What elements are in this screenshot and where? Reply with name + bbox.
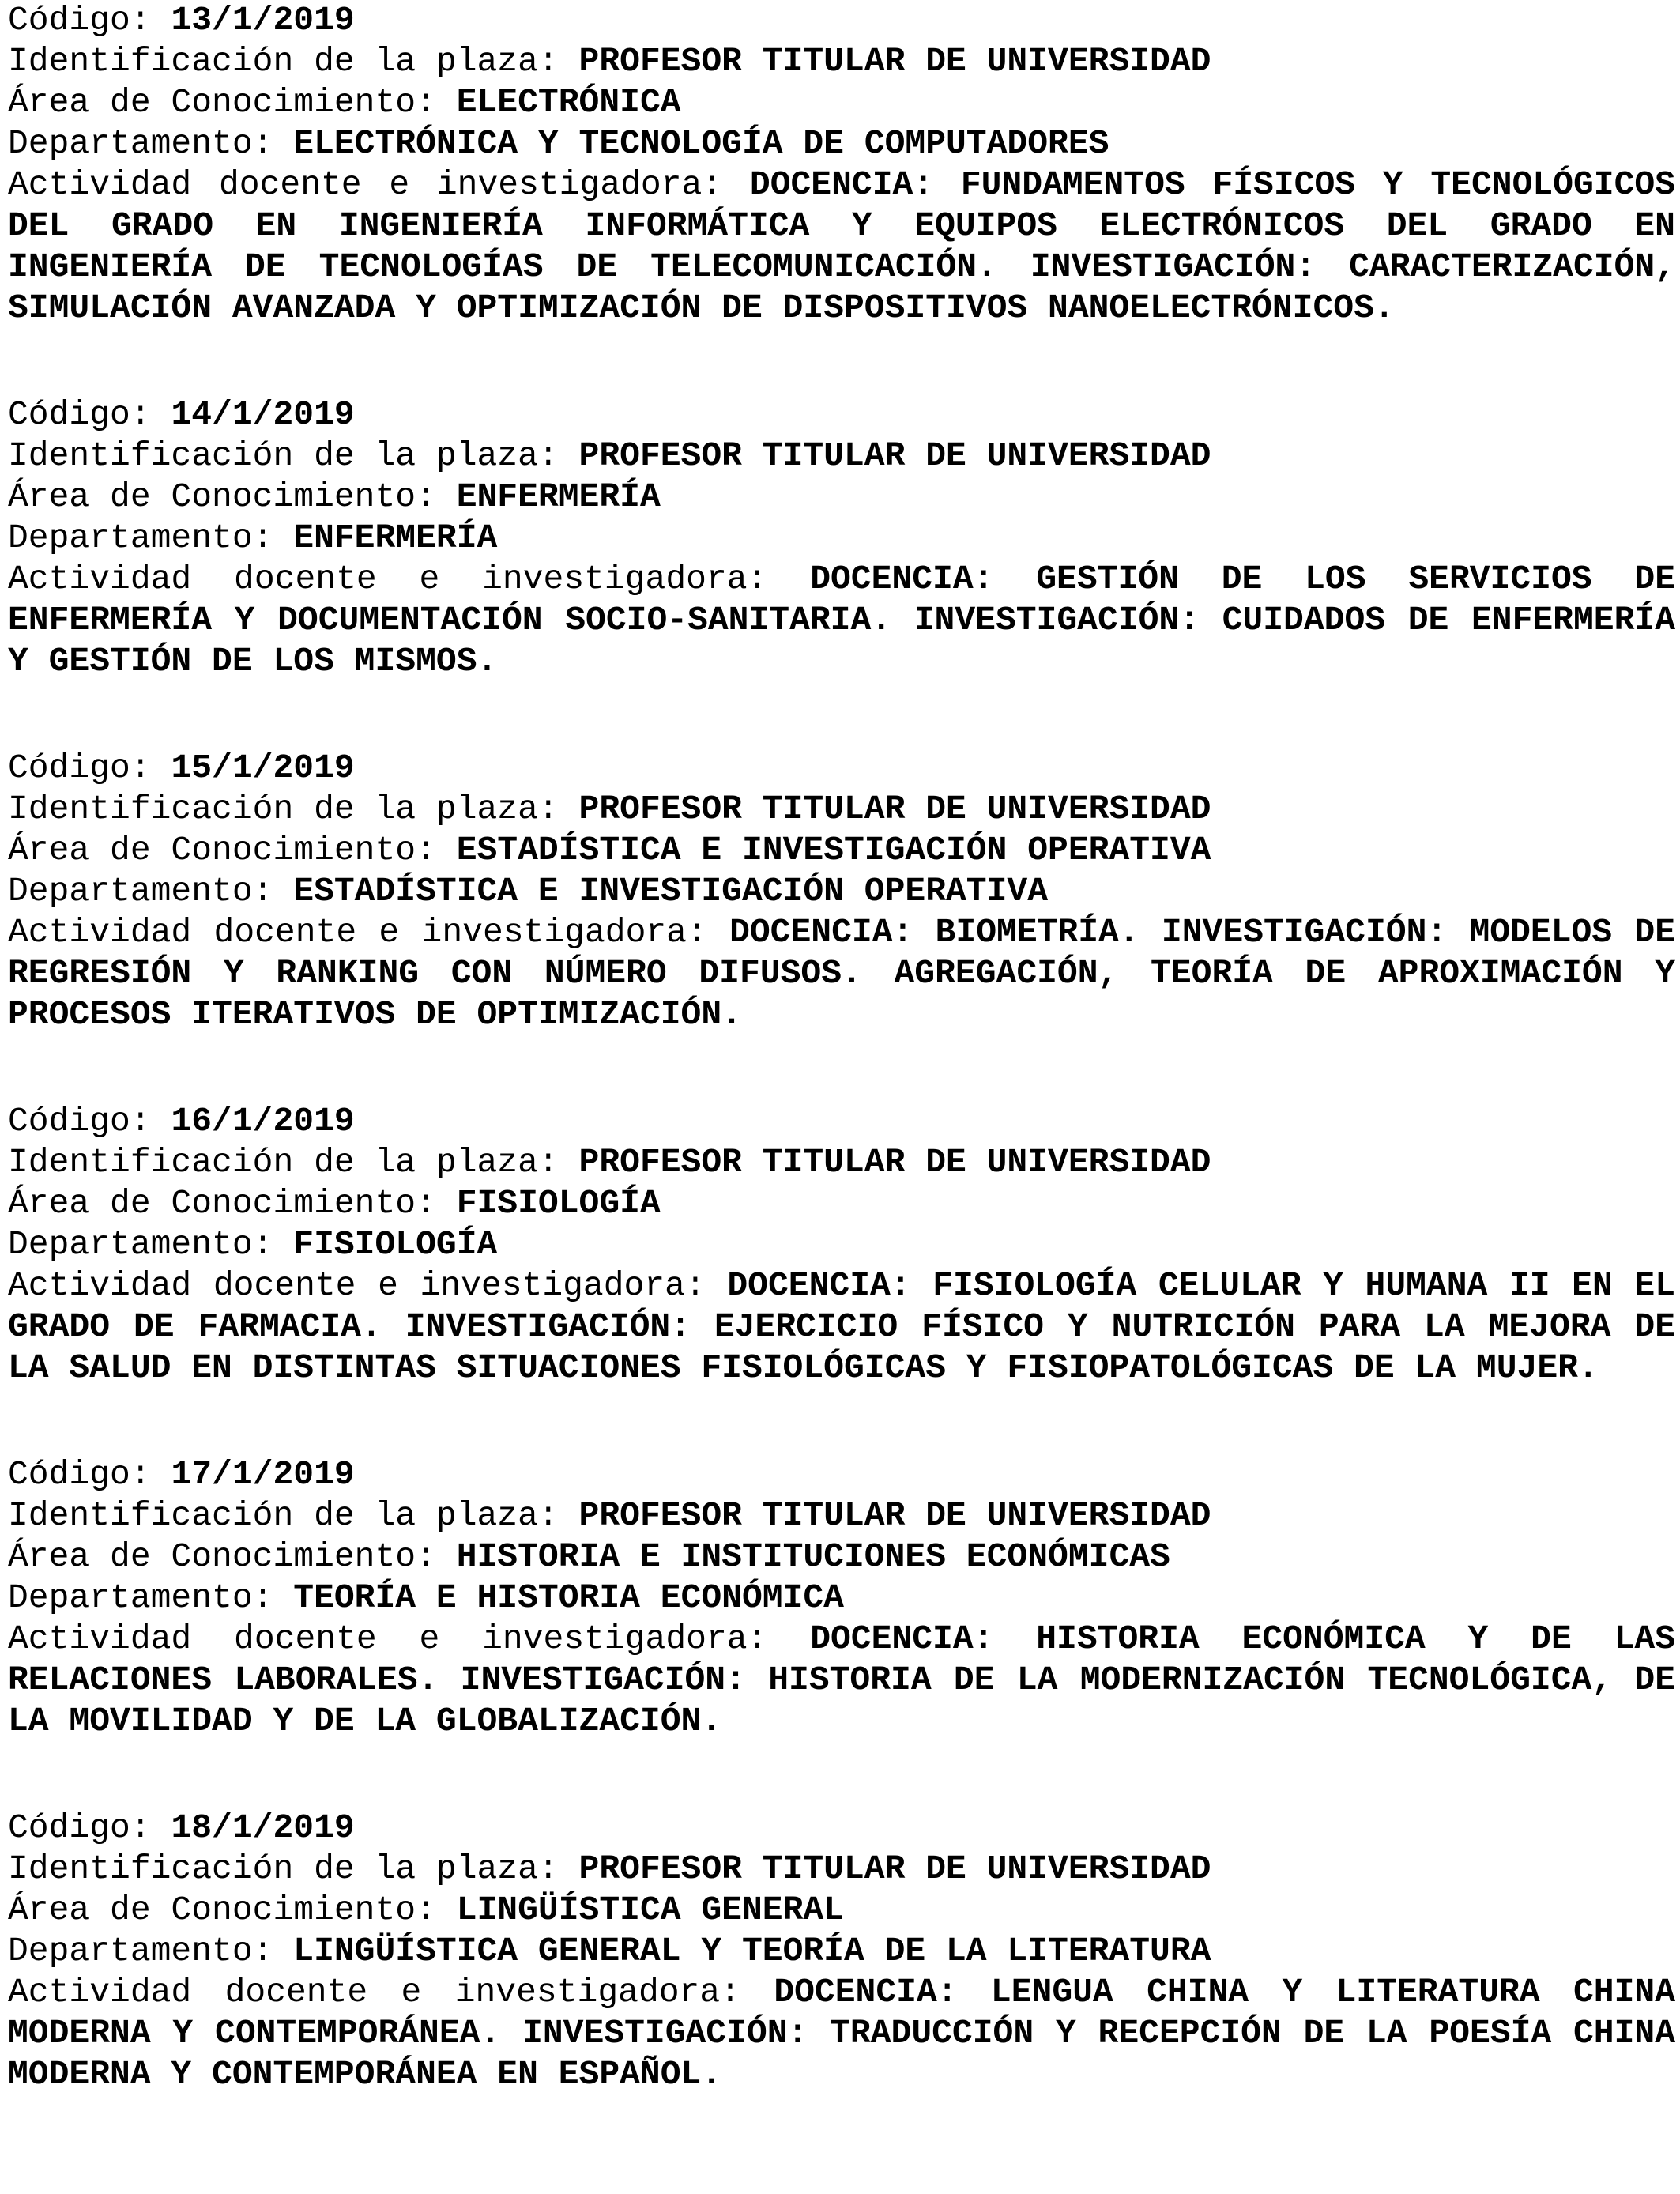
area-label: Área de Conocimiento (8, 1537, 416, 1576)
departamento-value: FISIOLOGÍA (293, 1225, 498, 1264)
plaza-value: PROFESOR TITULAR DE UNIVERSIDAD (578, 1849, 1211, 1888)
departamento-label: Departamento (8, 124, 253, 163)
plaza-line (8, 435, 1675, 477)
actividad-block (8, 1972, 1675, 2095)
entry-spacer (8, 682, 1675, 748)
area-value: ENFERMERÍA (456, 477, 661, 516)
colon: : (252, 1578, 294, 1617)
actividad-label: Actividad docente e investigadora (8, 913, 687, 952)
colon: : (416, 831, 457, 869)
area-label: Área de Conocimiento (8, 831, 416, 869)
colon: : (747, 560, 811, 598)
area-label: Área de Conocimiento (8, 1184, 416, 1223)
colon: : (130, 395, 171, 434)
area-line (8, 1183, 1675, 1224)
departamento-label: Departamento (8, 872, 253, 910)
colon: : (537, 790, 579, 828)
colon: : (252, 1225, 294, 1264)
codigo-value: 15/1/2019 (171, 748, 355, 787)
plaza-label: Identificación de la plaza (8, 1849, 538, 1888)
colon: : (416, 477, 457, 516)
actividad-value: DOCENCIA: FUNDAMENTOS FÍSICOS Y TECNOLÓGICOS DEL GRADO EN INGENIERÍA INFORMÁTICA Y EQUIPOS ELECTRÓNICOS DEL GRADO EN INGENIERÍA DE TECNOLOGÍAS DE TELECOMUNICACIÓN. INVESTIGACIÓN: CARACTERIZACIÓN, SIMULACIÓN AVANZADA Y OPTIMIZACIÓN DE DISPOSITIVOS NANOELECTRÓNICOS. (8, 165, 1676, 327)
actividad-block (8, 1265, 1675, 1389)
departamento-value: TEORÍA E HISTORIA ECONÓMICA (293, 1578, 844, 1617)
colon: : (686, 913, 730, 952)
area-line (8, 477, 1675, 518)
departamento-value: ESTADÍSTICA E INVESTIGACIÓN OPERATIVA (293, 872, 1049, 910)
plaza-label: Identificación de la plaza (8, 42, 538, 81)
codigo-label: Código (8, 395, 130, 434)
colon: : (684, 1266, 728, 1305)
colon: : (537, 436, 579, 475)
plaza-label: Identificación de la plaza (8, 1496, 538, 1535)
area-label: Área de Conocimiento (8, 1891, 416, 1929)
departamento-label: Departamento (8, 1225, 253, 1264)
plaza-line (8, 789, 1675, 830)
departamento-line (8, 1931, 1675, 1972)
colon: : (720, 1973, 774, 2011)
area-value: LINGÜÍSTICA GENERAL (456, 1891, 844, 1929)
departamento-label: Departamento (8, 1932, 253, 1970)
plaza-line (8, 1142, 1675, 1183)
plaza-value: PROFESOR TITULAR DE UNIVERSIDAD (578, 790, 1211, 828)
codigo-line (8, 1808, 1675, 1849)
entry-spacer (8, 1035, 1675, 1101)
actividad-label: Actividad docente e investigadora (8, 1266, 685, 1305)
codigo-value: 14/1/2019 (171, 395, 355, 434)
codigo-value: 17/1/2019 (171, 1455, 355, 1494)
colon: : (702, 165, 750, 204)
colon: : (252, 518, 294, 557)
area-line (8, 830, 1675, 871)
colon: : (130, 1455, 171, 1494)
plaza-entry (8, 1454, 1675, 1742)
codigo-value: 13/1/2019 (171, 1, 355, 40)
plaza-label: Identificación de la plaza (8, 436, 538, 475)
actividad-block (8, 1619, 1675, 1742)
plaza-entry (8, 748, 1675, 1035)
codigo-line (8, 394, 1675, 435)
departamento-value: ENFERMERÍA (293, 518, 498, 557)
colon: : (252, 872, 294, 910)
plaza-line (8, 41, 1675, 82)
codigo-label: Código (8, 1102, 130, 1140)
departamento-value: ELECTRÓNICA Y TECNOLOGÍA DE COMPUTADORES (293, 124, 1109, 163)
plaza-value: PROFESOR TITULAR DE UNIVERSIDAD (578, 42, 1211, 81)
colon: : (416, 1537, 457, 1576)
plaza-entry (8, 1101, 1675, 1389)
departamento-line (8, 518, 1675, 559)
actividad-value: DOCENCIA: FISIOLOGÍA CELULAR Y HUMANA II EN EL GRADO DE FARMACIA. INVESTIGACIÓN: EJERCICIO FÍSICO Y NUTRICIÓN PARA LA MEJORA DE LA SALUD EN DISTINTAS SITUACIONES FISIOLÓGICAS Y FISIOPATOLÓGICAS DE LA MUJER. (8, 1266, 1675, 1387)
colon: : (130, 1808, 171, 1847)
departamento-line (8, 1224, 1675, 1265)
plaza-label: Identificación de la plaza (8, 1143, 538, 1182)
area-line (8, 82, 1675, 123)
area-value: FISIOLOGÍA (456, 1184, 661, 1223)
departamento-line (8, 123, 1675, 164)
codigo-line (8, 0, 1675, 41)
codigo-line (8, 1101, 1675, 1142)
entry-spacer (8, 1389, 1675, 1454)
plaza-entry (8, 394, 1675, 682)
colon: : (130, 1, 171, 40)
area-value: ESTADÍSTICA E INVESTIGACIÓN OPERATIVA (456, 831, 1211, 869)
departamento-value: LINGÜÍSTICA GENERAL Y TEORÍA DE LA LITERATURA (293, 1932, 1211, 1970)
actividad-label: Actividad docente e investigadora (8, 1973, 721, 2011)
colon: : (537, 1143, 579, 1182)
entry-spacer (8, 329, 1675, 394)
codigo-line (8, 748, 1675, 789)
departamento-label: Departamento (8, 518, 253, 557)
colon: : (416, 1184, 457, 1223)
colon: : (416, 83, 457, 122)
colon: : (252, 1932, 294, 1970)
codigo-label: Código (8, 1455, 130, 1494)
codigo-label: Código (8, 748, 130, 787)
area-label: Área de Conocimiento (8, 477, 416, 516)
actividad-label: Actividad docente e investigadora (8, 165, 703, 204)
plaza-line (8, 1495, 1675, 1536)
plaza-line (8, 1849, 1675, 1890)
colon: : (537, 42, 579, 81)
plaza-label: Identificación de la plaza (8, 790, 538, 828)
area-line (8, 1536, 1675, 1578)
codigo-value: 18/1/2019 (171, 1808, 355, 1847)
departamento-line (8, 871, 1675, 912)
actividad-label: Actividad docente e investigadora (8, 560, 748, 598)
actividad-block (8, 559, 1675, 682)
plaza-entry (8, 1808, 1675, 2095)
actividad-value: DOCENCIA: BIOMETRÍA. INVESTIGACIÓN: MODELOS DE REGRESIÓN Y RANKING CON NÚMERO DIFUSOS. AGREGACIÓN, TEORÍA DE APROXIMACIÓN Y PROCESOS ITERATIVOS DE OPTIMIZACIÓN. (8, 913, 1675, 1034)
actividad-value: DOCENCIA: LENGUA CHINA Y LITERATURA CHINA MODERNA Y CONTEMPORÁNEA. INVESTIGACIÓN: TRADUCCIÓN Y RECEPCIÓN DE LA POESÍA CHINA MODERNA Y CONTEMPORÁNEA EN ESPAÑOL. (8, 1973, 1675, 2094)
codigo-value: 16/1/2019 (171, 1102, 355, 1140)
area-line (8, 1890, 1675, 1931)
codigo-line (8, 1454, 1675, 1495)
plaza-value: PROFESOR TITULAR DE UNIVERSIDAD (578, 1143, 1211, 1182)
actividad-label: Actividad docente e investigadora (8, 1619, 748, 1658)
area-label: Área de Conocimiento (8, 83, 416, 122)
colon: : (747, 1619, 811, 1658)
codigo-label: Código (8, 1808, 130, 1847)
document-page (8, 0, 1675, 2095)
colon: : (252, 124, 294, 163)
colon: : (130, 1102, 171, 1140)
area-value: HISTORIA E INSTITUCIONES ECONÓMICAS (456, 1537, 1170, 1576)
actividad-block (8, 912, 1675, 1035)
actividad-value: DOCENCIA: HISTORIA ECONÓMICA Y DE LAS RELACIONES LABORALES. INVESTIGACIÓN: HISTORIA DE LA MODERNIZACIÓN TECNOLÓGICA, DE LA MOVILIDAD Y DE LA GLOBALIZACIÓN. (8, 1619, 1676, 1740)
plaza-value: PROFESOR TITULAR DE UNIVERSIDAD (578, 436, 1211, 475)
area-value: ELECTRÓNICA (456, 83, 681, 122)
departamento-label: Departamento (8, 1578, 253, 1617)
colon: : (537, 1496, 579, 1535)
colon: : (416, 1891, 457, 1929)
departamento-line (8, 1578, 1675, 1619)
plaza-value: PROFESOR TITULAR DE UNIVERSIDAD (578, 1496, 1211, 1535)
colon: : (130, 748, 171, 787)
colon: : (537, 1849, 579, 1888)
actividad-block (8, 164, 1675, 329)
actividad-value: DOCENCIA: GESTIÓN DE LOS SERVICIOS DE ENFERMERÍA Y DOCUMENTACIÓN SOCIO-SANITARIA. INVESTIGACIÓN: CUIDADOS DE ENFERMERÍA Y GESTIÓN DE LOS MISMOS. (8, 560, 1676, 680)
codigo-label: Código (8, 1, 130, 40)
entry-spacer (8, 1742, 1675, 1808)
plaza-entry (8, 0, 1675, 329)
